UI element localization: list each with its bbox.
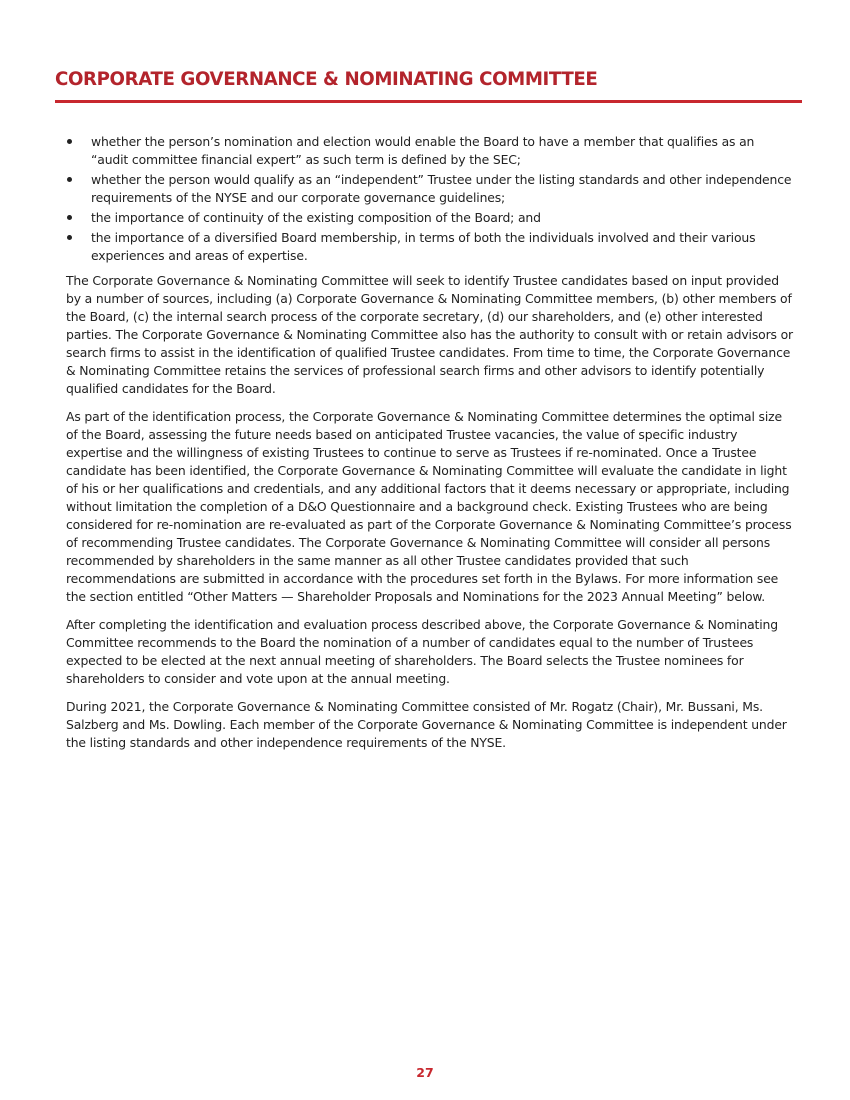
paragraph-candidate-sources: The Corporate Governance & Nominating Committee will seek to identify Trustee candidates based on input provided by a number of sources, including (a) Corporate Governance & Nominating Committee members, (b) other members of the Board, (c) the internal search process of the corporate secretary, (d) our shareholders, and (e) other interested parties. The Corporate Governance & Nominating Committee also has the authority to consult with or retain advisors or search firms to assist in the identification of qualified Trustee candidates. From time to time, the Corporate Governance & Nominating Committee retains the services of professional search firms and other advisors to identify potentially qualified candidates for the Board. (66, 273, 793, 396)
page-title: CORPORATE GOVERNANCE & NOMINATING COMMITTEE (55, 69, 598, 90)
paragraph-identification-process: As part of the identification process, the Corporate Governance & Nominating Committee determines the optimal size of the Board, assessing the future needs based on anticipated Trustee vacancies, the value of specific industry expertise and the willingness of existing Trustees to continue to serve as Trustees if re-nominated. Once a Trustee candidate has been identified, the Corporate Governance & Nominating Committee will evaluate the candidate in light of his or her qualifications and credentials, and any additional factors that it deems necessary or appropriate, including without limitation the completion of a D&O Questionnaire and a background check. Existing Trustees who are being considered for re-nomination are re-evaluated as part of the Corporate Governance & Nominating Committee’s process of recommending Trustee candidates. The Corporate Governance & Nominating Committee will consider all persons recommended by shareholders in the same manner as all other Trustee candidates provided that such recommendations are submitted in accordance with the procedures set forth in the Bylaws. For more information see the section entitled “Other Matters — Shareholder Proposals and Nominations for the 2023 Annual Meeting” below. (66, 409, 792, 604)
page-header (55, 66, 802, 103)
document-body (66, 133, 794, 762)
list-item: the importance of a diversified Board membership, in terms of both the individuals involved and their various experiences and areas of expertise. (66, 229, 794, 265)
criteria-list (66, 133, 794, 265)
list-item: whether the person would qualify as an “independent” Trustee under the listing standards and other independence requirements of the NYSE and our corporate governance guidelines; (66, 171, 794, 207)
header-divider (55, 100, 802, 103)
list-item: whether the person’s nomination and election would enable the Board to have a member that qualifies as an “audit committee financial expert” as such term is defined by the SEC; (66, 133, 794, 169)
list-item: the importance of continuity of the existing composition of the Board; and (66, 209, 794, 227)
page-number: 27 (416, 1065, 434, 1080)
paragraph-nomination-recommendation: After completing the identification and evaluation process described above, the Corporate Governance & Nominating Committee recommends to the Board the nomination of a number of candidates equal to the number of Trustees expected to be elected at the next annual meeting of shareholders. The Board selects the Trustee nominees for shareholders to consider and vote upon at the annual meeting. (66, 617, 778, 686)
paragraph-committee-members: During 2021, the Corporate Governance & Nominating Committee consisted of Mr. Rogatz (Chair), Mr. Bussani, Ms. Salzberg and Ms. Dowling. Each member of the Corporate Governance & Nominating Committee is independent under the listing standards and other independence requirements of the NYSE. (66, 699, 787, 750)
